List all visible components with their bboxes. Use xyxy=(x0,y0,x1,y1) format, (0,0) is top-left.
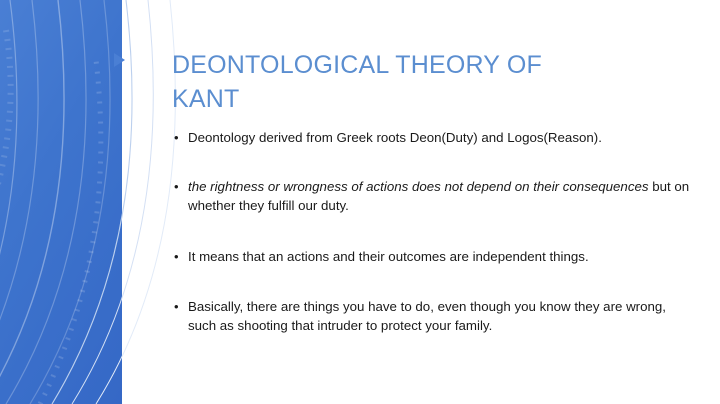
list-item xyxy=(172,177,697,215)
bullet-text-2-italic: the rightness or wrongness of actions does not depend on their consequences xyxy=(188,179,649,194)
bullet-text-1: Deontology derived from Greek roots Deon(Duty) and Logos(Reason). xyxy=(188,130,602,145)
list-item xyxy=(172,297,697,335)
bullet-text-3: It means that an actions and their outcomes are independent things. xyxy=(188,249,589,264)
bullet-marker-icon: • xyxy=(174,179,179,194)
slide-title-line-1: DEONTOLOGICAL THEORY OF xyxy=(172,51,542,79)
band-arcs-graphic xyxy=(0,0,122,404)
bullet-marker-icon: • xyxy=(174,130,179,145)
bullet-list xyxy=(172,128,697,335)
bullet-text-2-plain: but on whether they fulfill our duty. xyxy=(188,179,690,213)
list-item xyxy=(172,128,697,147)
decorative-left-band xyxy=(0,0,122,404)
bullet-text-4: Basically, there are things you have to do, even though you know they are wrong, such as shooting that intruder to protect your family. xyxy=(188,299,666,333)
slide-content xyxy=(172,0,702,404)
bullet-marker-icon: • xyxy=(174,249,179,264)
list-item xyxy=(172,247,697,266)
title-arrow-marker xyxy=(114,53,125,67)
slide-title-line-2: KANT xyxy=(172,85,240,113)
bullet-marker-icon: • xyxy=(174,299,179,314)
slide-title xyxy=(172,48,582,116)
